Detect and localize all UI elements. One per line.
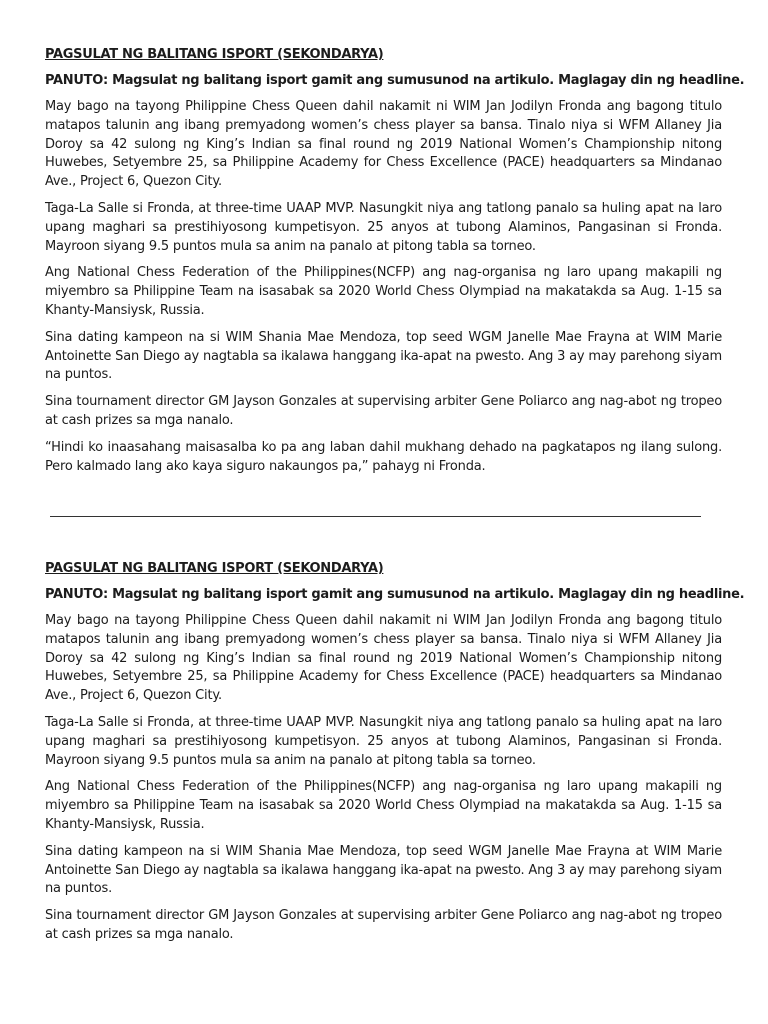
- article-paragraph-5: Sina tournament director GM Jayson Gonzales at supervising arbiter Gene Poliarco ang nag-abot ng tropeo at cash prizes sa mga nanalo.: [45, 394, 722, 428]
- section-instruction: PANUTO: Magsulat ng balitang isport gamit ang sumusunod na artikulo. Maglagay din ng headline.: [45, 587, 745, 602]
- section-divider-line: [50, 516, 701, 517]
- article-paragraph-1: May bago na tayong Philippine Chess Queen dahil nakamit ni WIM Jan Jodilyn Fronda ang bagong titulo matapos talunin ang ibang premyadong women’s chess player sa bansa. Tinalo niya si WFM Allaney Jia Doroy sa 42 sulong ng King’s Indian sa final round ng 2019 National Women’s Championship nitong Huwebes, Setyembre 25, sa Philippine Academy for Chess Excellence (PACE) headquarters sa Mindanao Ave., Project 6, Quezon City.: [45, 99, 722, 190]
- article-paragraph-4: Sina dating kampeon na si WIM Shania Mae Mendoza, top seed WGM Janelle Mae Frayna at WIM Marie Antoinette San Diego ay nagtabla sa ikalawa hanggang ika-apat na pwesto. Ang 3 ay may parehong siyam na puntos.: [45, 329, 722, 383]
- article-section-2: [45, 560, 745, 945]
- section-title: PAGSULAT NG BALITANG ISPORT (SEKONDARYA): [45, 47, 384, 62]
- article-paragraph-1: May bago na tayong Philippine Chess Queen dahil nakamit ni WIM Jan Jodilyn Fronda ang bagong titulo matapos talunin ang ibang premyadong women’s chess player sa bansa. Tinalo niya si WFM Allaney Jia Doroy sa 42 sulong ng King’s Indian sa final round ng 2019 National Women’s Championship nitong Huwebes, Setyembre 25, sa Philippine Academy for Chess Excellence (PACE) headquarters sa Mindanao Ave., Project 6, Quezon City.: [45, 613, 722, 704]
- article-paragraph-6-quote: “Hindi ko inaasahang maisasalba ko pa ang laban dahil mukhang dehado na pagkatapos ng ilang sulong. Pero kalmado lang ako kaya siguro nakaungos pa,” pahayg ni Fronda.: [45, 439, 722, 474]
- article-paragraph-2: Taga-La Salle si Fronda, at three-time UAAP MVP. Nasungkit niya ang tatlong panalo sa huling apat na laro upang maghari sa prestihiyosong kumpetisyon. 25 anyos at tubong Alaminos, Pangasinan si Fronda. Mayroon siyang 9.5 puntos mula sa anim na panalo at pitong tabla sa torneo.: [45, 714, 722, 768]
- section-title: PAGSULAT NG BALITANG ISPORT (SEKONDARYA): [45, 561, 384, 576]
- article-paragraph-3: Ang National Chess Federation of the Philippines(NCFP) ang nag-organisa ng laro upang makapili ng miyembro sa Philippine Team na isasabak sa 2020 World Chess Olympiad na makatakda sa Aug. 1-15 sa Khanty-Mansiysk, Russia.: [45, 779, 722, 832]
- article-section-1: [45, 46, 745, 476]
- article-paragraph-5: Sina tournament director GM Jayson Gonzales at supervising arbiter Gene Poliarco ang nag-abot ng tropeo at cash prizes sa mga nanalo.: [45, 908, 722, 942]
- article-paragraph-3: Ang National Chess Federation of the Philippines(NCFP) ang nag-organisa ng laro upang makapili ng miyembro sa Philippine Team na isasabak sa 2020 World Chess Olympiad na makatakda sa Aug. 1-15 sa Khanty-Mansiysk, Russia.: [45, 265, 722, 318]
- section-instruction: PANUTO: Magsulat ng balitang isport gamit ang sumusunod na artikulo. Maglagay din ng headline.: [45, 73, 745, 88]
- article-paragraph-4: Sina dating kampeon na si WIM Shania Mae Mendoza, top seed WGM Janelle Mae Frayna at WIM Marie Antoinette San Diego ay nagtabla sa ikalawa hanggang ika-apat na pwesto. Ang 3 ay may parehong siyam na puntos.: [45, 843, 722, 897]
- article-paragraph-2: Taga-La Salle si Fronda, at three-time UAAP MVP. Nasungkit niya ang tatlong panalo sa huling apat na laro upang maghari sa prestihiyosong kumpetisyon. 25 anyos at tubong Alaminos, Pangasinan si Fronda. Mayroon siyang 9.5 puntos mula sa anim na panalo at pitong tabla sa torneo.: [45, 200, 722, 254]
